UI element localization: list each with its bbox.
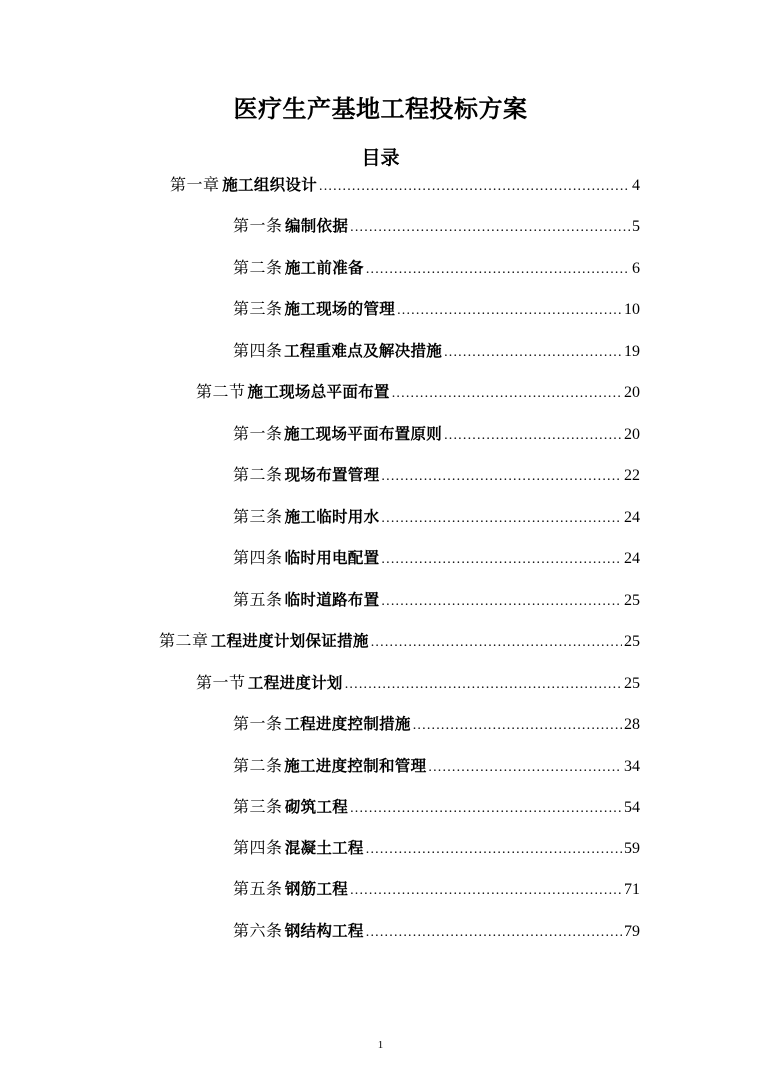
toc-entry-text: 施工现场总平面布置: [247, 383, 390, 401]
toc-entry-page: 25: [624, 592, 640, 609]
toc-entry-text: 临时用电配置: [284, 549, 380, 567]
toc-entry-label: 第一条: [233, 216, 283, 235]
toc-leader: [371, 631, 622, 655]
toc-entry-page: 28: [624, 716, 640, 733]
toc-entry-label: 第一节: [196, 673, 246, 692]
toc-entry-label: 第四条: [233, 548, 283, 567]
toc-entry[interactable]: [233, 919, 640, 943]
toc-leader: [381, 590, 622, 614]
toc-entry[interactable]: [233, 463, 640, 487]
toc-entry-page: 6: [632, 260, 640, 277]
toc-entry-text: 现场布置管理: [284, 466, 380, 484]
toc-entry[interactable]: [233, 588, 640, 612]
toc-entry-label: 第四条: [233, 341, 283, 360]
toc-entry[interactable]: [233, 712, 640, 736]
toc-entry-label: 第二条: [233, 465, 283, 484]
toc-entry-label: 第五条: [233, 879, 283, 898]
page-number: 1: [377, 1039, 384, 1051]
toc-entry-page: 24: [624, 509, 640, 526]
toc-entry-text: 钢筋工程: [284, 880, 349, 898]
toc-entry-text: 工程进度计划保证措施: [210, 632, 369, 650]
toc-leader: [350, 797, 622, 821]
toc-entry[interactable]: [233, 339, 640, 363]
toc-leader: [413, 714, 622, 738]
toc-entry-label: 第一章: [170, 175, 220, 194]
toc-entry-label: 第四条: [233, 838, 283, 857]
toc-entry-label: 第六条: [233, 921, 283, 940]
toc-entry-text: 砌筑工程: [284, 798, 349, 816]
toc-leader: [444, 341, 622, 365]
toc-entry-label: 第二条: [233, 258, 283, 277]
toc-entry[interactable]: [196, 380, 640, 404]
toc-entry-page: 34: [624, 758, 640, 775]
toc-entry[interactable]: [233, 877, 640, 901]
toc-leader: [381, 465, 622, 489]
toc-heading: 目录: [361, 147, 400, 169]
toc-entry-page: 59: [624, 840, 640, 857]
toc-entry[interactable]: [233, 214, 640, 238]
toc-entry-page: 54: [624, 799, 640, 816]
toc-entry-label: 第二章: [159, 631, 209, 650]
toc-leader: [397, 299, 622, 323]
toc-entry-text: 工程重难点及解决措施: [284, 342, 443, 360]
toc-entry-text: 施工临时用水: [284, 508, 380, 526]
toc-entry[interactable]: [233, 546, 640, 570]
toc-entry-text: 施工现场平面布置原则: [284, 425, 443, 443]
toc-entry-label: 第一条: [233, 714, 283, 733]
toc-entry-page: 71: [624, 881, 640, 898]
toc-entry[interactable]: [233, 836, 640, 860]
toc-entry-page: 25: [624, 675, 640, 692]
toc-entry-text: 编制依据: [284, 217, 349, 235]
toc-leader: [319, 175, 630, 199]
toc-leader: [350, 879, 622, 903]
toc-entry-label: 第二条: [233, 756, 283, 775]
toc-entry-text: 混凝土工程: [284, 839, 364, 857]
toc-leader: [444, 424, 622, 448]
toc-entry[interactable]: [170, 173, 640, 197]
toc-entry[interactable]: [159, 629, 640, 653]
toc-entry-page: 79: [624, 923, 640, 940]
toc-entry[interactable]: [233, 795, 640, 819]
toc-leader: [381, 507, 622, 531]
toc-entry-text: 钢结构工程: [284, 922, 364, 940]
toc-entry-label: 第三条: [233, 299, 283, 318]
toc-entry-page: 4: [632, 177, 640, 194]
toc-entry-text: 施工前准备: [284, 259, 364, 277]
toc-entry-label: 第一条: [233, 424, 283, 443]
toc-entry[interactable]: [233, 505, 640, 529]
toc-leader: [366, 838, 622, 862]
toc-entry-label: 第三条: [233, 797, 283, 816]
toc-entry-page: 25: [624, 633, 640, 650]
toc-leader: [366, 258, 630, 282]
document-title: 医疗生产基地工程投标方案: [233, 95, 528, 123]
toc-entry-page: 20: [624, 384, 640, 401]
toc-entry-text: 施工组织设计: [222, 176, 318, 194]
toc-entry[interactable]: [233, 422, 640, 446]
toc-leader: [428, 756, 622, 780]
toc-entry-text: 工程进度计划: [247, 674, 343, 692]
toc-entry[interactable]: [233, 256, 640, 280]
toc-entry-page: 10: [624, 301, 640, 318]
toc-entry-page: 5: [632, 218, 640, 235]
toc-leader: [381, 548, 622, 572]
toc-leader: [350, 216, 630, 240]
toc-leader: [345, 673, 622, 697]
toc-leader: [392, 382, 622, 406]
toc-entry-page: 22: [624, 467, 640, 484]
toc-entry-page: 19: [624, 343, 640, 360]
toc-entry-label: 第五条: [233, 590, 283, 609]
toc-entry-label: 第三条: [233, 507, 283, 526]
toc-leader: [366, 921, 622, 945]
toc-entry[interactable]: [233, 297, 640, 321]
toc-entry[interactable]: [196, 671, 640, 695]
toc-entry[interactable]: [233, 754, 640, 778]
toc-entry-text: 临时道路布置: [284, 591, 380, 609]
toc-entry-text: 工程进度控制措施: [284, 715, 411, 733]
toc-entry-page: 24: [624, 550, 640, 567]
toc-entry-page: 20: [624, 426, 640, 443]
toc-entry-label: 第二节: [196, 382, 246, 401]
toc-entry-text: 施工进度控制和管理: [284, 757, 427, 775]
toc-entry-text: 施工现场的管理: [284, 300, 396, 318]
